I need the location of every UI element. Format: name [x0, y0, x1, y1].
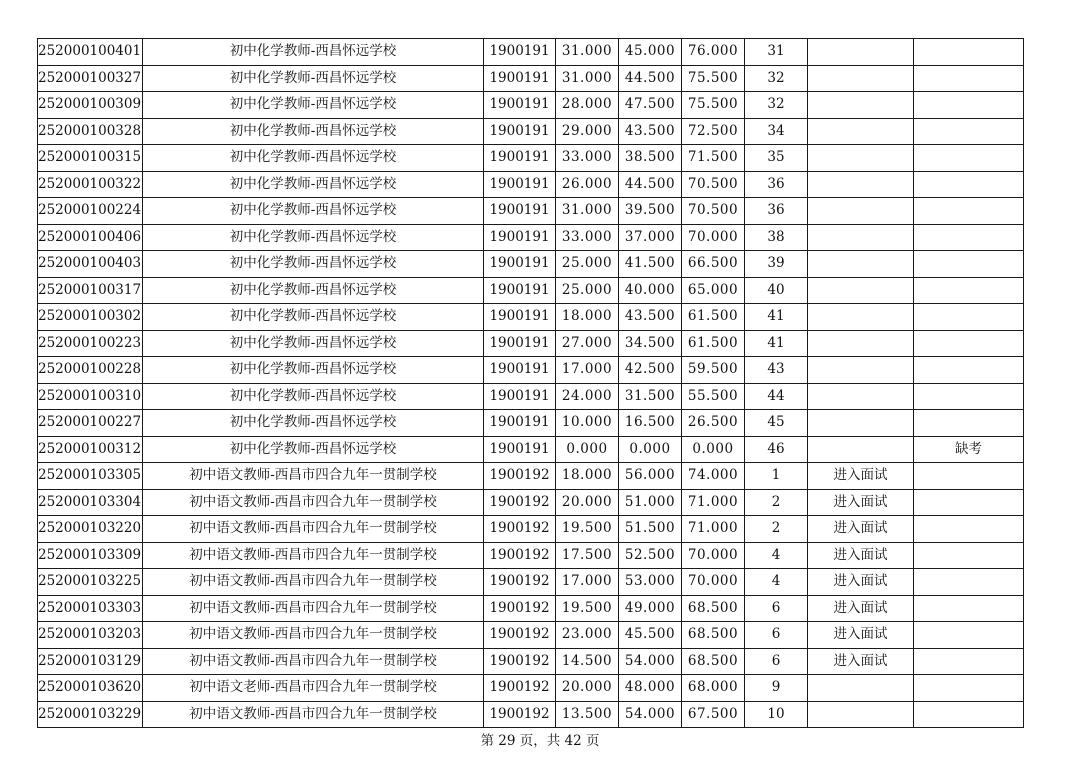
table-row — [38, 224, 1024, 251]
position-code-cell: 1900192 — [484, 569, 556, 596]
total-score-cell: 76.000 — [682, 39, 745, 66]
interview-status-cell — [808, 410, 914, 437]
total-score-cell: 68.500 — [682, 648, 745, 675]
exam-id-cell: 252000100312 — [38, 436, 143, 463]
remark-cell — [914, 489, 1024, 516]
page-number: 第 29 页，共 42 页 — [480, 733, 600, 749]
total-score-cell: 70.000 — [682, 569, 745, 596]
interview-status-cell — [808, 675, 914, 702]
rank-cell: 46 — [745, 436, 808, 463]
position-code-cell: 1900191 — [484, 304, 556, 331]
exam-id-cell: 252000103620 — [38, 675, 143, 702]
position-cell: 初中语文教师-西昌市四合九年一贯制学校 — [143, 542, 484, 569]
score-2-cell: 31.500 — [619, 383, 682, 410]
position-cell: 初中化学教师-西昌怀远学校 — [143, 118, 484, 145]
score-2-cell: 47.500 — [619, 92, 682, 119]
score-1-cell: 20.000 — [556, 675, 619, 702]
score-2-cell: 34.500 — [619, 330, 682, 357]
position-code-cell: 1900192 — [484, 595, 556, 622]
rank-cell: 32 — [745, 65, 808, 92]
table-row — [38, 489, 1024, 516]
results-table — [37, 38, 1024, 728]
total-score-cell: 61.500 — [682, 304, 745, 331]
table-row — [38, 675, 1024, 702]
position-code-cell: 1900191 — [484, 39, 556, 66]
total-score-cell: 70.000 — [682, 542, 745, 569]
table-row — [38, 357, 1024, 384]
position-code-cell: 1900191 — [484, 118, 556, 145]
score-2-cell: 44.500 — [619, 65, 682, 92]
score-2-cell: 45.000 — [619, 39, 682, 66]
exam-id-cell: 252000103304 — [38, 489, 143, 516]
table-row — [38, 198, 1024, 225]
score-2-cell: 48.000 — [619, 675, 682, 702]
exam-id-cell: 252000103303 — [38, 595, 143, 622]
score-2-cell: 38.500 — [619, 145, 682, 172]
remark-cell — [914, 251, 1024, 278]
score-1-cell: 28.000 — [556, 92, 619, 119]
position-code-cell: 1900192 — [484, 648, 556, 675]
score-1-cell: 33.000 — [556, 224, 619, 251]
position-cell: 初中化学教师-西昌怀远学校 — [143, 277, 484, 304]
remark-cell — [914, 39, 1024, 66]
rank-cell: 32 — [745, 92, 808, 119]
position-cell: 初中化学教师-西昌怀远学校 — [143, 330, 484, 357]
score-1-cell: 13.500 — [556, 701, 619, 728]
total-score-cell: 26.500 — [682, 410, 745, 437]
score-2-cell: 37.000 — [619, 224, 682, 251]
exam-id-cell: 252000103203 — [38, 622, 143, 649]
score-2-cell: 16.500 — [619, 410, 682, 437]
table-row — [38, 383, 1024, 410]
interview-status-cell — [808, 224, 914, 251]
score-1-cell: 17.000 — [556, 357, 619, 384]
total-score-cell: 70.500 — [682, 198, 745, 225]
total-score-cell: 68.500 — [682, 622, 745, 649]
interview-status-cell — [808, 118, 914, 145]
score-1-cell: 31.000 — [556, 65, 619, 92]
position-code-cell: 1900191 — [484, 92, 556, 119]
position-code-cell: 1900192 — [484, 463, 556, 490]
rank-cell: 34 — [745, 118, 808, 145]
exam-id-cell: 252000100317 — [38, 277, 143, 304]
exam-id-cell: 252000103225 — [38, 569, 143, 596]
position-cell: 初中语文教师-西昌市四合九年一贯制学校 — [143, 489, 484, 516]
position-cell: 初中语文教师-西昌市四合九年一贯制学校 — [143, 701, 484, 728]
total-score-cell: 75.500 — [682, 65, 745, 92]
interview-status-cell — [808, 251, 914, 278]
position-cell: 初中化学教师-西昌怀远学校 — [143, 65, 484, 92]
position-code-cell: 1900191 — [484, 410, 556, 437]
remark-cell — [914, 224, 1024, 251]
score-1-cell: 17.500 — [556, 542, 619, 569]
exam-id-cell: 252000103229 — [38, 701, 143, 728]
total-score-cell: 68.000 — [682, 675, 745, 702]
remark-cell — [914, 675, 1024, 702]
interview-status-cell: 进入面试 — [808, 595, 914, 622]
interview-status-cell: 进入面试 — [808, 542, 914, 569]
total-score-cell: 66.500 — [682, 251, 745, 278]
exam-id-cell: 252000100302 — [38, 304, 143, 331]
rank-cell: 2 — [745, 489, 808, 516]
remark-cell — [914, 357, 1024, 384]
interview-status-cell — [808, 39, 914, 66]
interview-status-cell: 进入面试 — [808, 489, 914, 516]
interview-status-cell — [808, 330, 914, 357]
remark-cell — [914, 92, 1024, 119]
remark-cell — [914, 542, 1024, 569]
table-row — [38, 277, 1024, 304]
score-1-cell: 33.000 — [556, 145, 619, 172]
position-cell: 初中化学教师-西昌怀远学校 — [143, 145, 484, 172]
rank-cell: 2 — [745, 516, 808, 543]
score-2-cell: 39.500 — [619, 198, 682, 225]
position-code-cell: 1900192 — [484, 489, 556, 516]
score-1-cell: 27.000 — [556, 330, 619, 357]
total-score-cell: 68.500 — [682, 595, 745, 622]
score-1-cell: 19.500 — [556, 595, 619, 622]
interview-status-cell — [808, 145, 914, 172]
rank-cell: 10 — [745, 701, 808, 728]
remark-cell — [914, 463, 1024, 490]
exam-id-cell: 252000100227 — [38, 410, 143, 437]
position-cell: 初中化学教师-西昌怀远学校 — [143, 383, 484, 410]
table-row — [38, 145, 1024, 172]
remark-cell — [914, 383, 1024, 410]
exam-id-cell: 252000100401 — [38, 39, 143, 66]
rank-cell: 40 — [745, 277, 808, 304]
interview-status-cell — [808, 171, 914, 198]
position-code-cell: 1900191 — [484, 65, 556, 92]
exam-id-cell: 252000100310 — [38, 383, 143, 410]
score-1-cell: 23.000 — [556, 622, 619, 649]
position-cell: 初中语文教师-西昌市四合九年一贯制学校 — [143, 595, 484, 622]
total-score-cell: 72.500 — [682, 118, 745, 145]
position-code-cell: 1900191 — [484, 145, 556, 172]
total-score-cell: 70.000 — [682, 224, 745, 251]
score-2-cell: 41.500 — [619, 251, 682, 278]
rank-cell: 36 — [745, 198, 808, 225]
position-code-cell: 1900192 — [484, 516, 556, 543]
table-row — [38, 330, 1024, 357]
interview-status-cell — [808, 436, 914, 463]
remark-cell — [914, 65, 1024, 92]
score-2-cell: 54.000 — [619, 701, 682, 728]
position-code-cell: 1900191 — [484, 224, 556, 251]
rank-cell: 44 — [745, 383, 808, 410]
rank-cell: 41 — [745, 330, 808, 357]
total-score-cell: 61.500 — [682, 330, 745, 357]
total-score-cell: 65.000 — [682, 277, 745, 304]
exam-id-cell: 252000100223 — [38, 330, 143, 357]
score-1-cell: 19.500 — [556, 516, 619, 543]
table-row — [38, 171, 1024, 198]
table-row — [38, 463, 1024, 490]
interview-status-cell — [808, 198, 914, 225]
score-1-cell: 10.000 — [556, 410, 619, 437]
remark-cell — [914, 595, 1024, 622]
score-2-cell: 54.000 — [619, 648, 682, 675]
total-score-cell: 55.500 — [682, 383, 745, 410]
score-1-cell: 25.000 — [556, 251, 619, 278]
position-code-cell: 1900192 — [484, 542, 556, 569]
interview-status-cell — [808, 383, 914, 410]
position-code-cell: 1900191 — [484, 251, 556, 278]
interview-status-cell — [808, 357, 914, 384]
position-cell: 初中化学教师-西昌怀远学校 — [143, 171, 484, 198]
total-score-cell: 67.500 — [682, 701, 745, 728]
score-2-cell: 45.500 — [619, 622, 682, 649]
table-row — [38, 410, 1024, 437]
position-code-cell: 1900191 — [484, 436, 556, 463]
rank-cell: 41 — [745, 304, 808, 331]
exam-id-cell: 252000103305 — [38, 463, 143, 490]
score-1-cell: 24.000 — [556, 383, 619, 410]
table-row — [38, 436, 1024, 463]
remark-cell: 缺考 — [914, 436, 1024, 463]
table-row — [38, 65, 1024, 92]
remark-cell — [914, 701, 1024, 728]
exam-id-cell: 252000100228 — [38, 357, 143, 384]
interview-status-cell — [808, 701, 914, 728]
rank-cell: 4 — [745, 569, 808, 596]
total-score-cell: 71.000 — [682, 489, 745, 516]
rank-cell: 45 — [745, 410, 808, 437]
score-2-cell: 52.500 — [619, 542, 682, 569]
exam-id-cell: 252000100403 — [38, 251, 143, 278]
table-row — [38, 648, 1024, 675]
rank-cell: 1 — [745, 463, 808, 490]
total-score-cell: 71.000 — [682, 516, 745, 543]
remark-cell — [914, 198, 1024, 225]
position-cell: 初中语文教师-西昌市四合九年一贯制学校 — [143, 516, 484, 543]
score-1-cell: 17.000 — [556, 569, 619, 596]
score-1-cell: 0.000 — [556, 436, 619, 463]
position-cell: 初中化学教师-西昌怀远学校 — [143, 92, 484, 119]
table-row — [38, 542, 1024, 569]
remark-cell — [914, 171, 1024, 198]
rank-cell: 38 — [745, 224, 808, 251]
exam-id-cell: 252000100315 — [38, 145, 143, 172]
score-1-cell: 20.000 — [556, 489, 619, 516]
position-code-cell: 1900191 — [484, 171, 556, 198]
position-cell: 初中化学教师-西昌怀远学校 — [143, 436, 484, 463]
interview-status-cell: 进入面试 — [808, 648, 914, 675]
score-2-cell: 0.000 — [619, 436, 682, 463]
total-score-cell: 0.000 — [682, 436, 745, 463]
score-1-cell: 29.000 — [556, 118, 619, 145]
table-row — [38, 251, 1024, 278]
table-row — [38, 516, 1024, 543]
remark-cell — [914, 648, 1024, 675]
interview-status-cell — [808, 65, 914, 92]
interview-status-cell: 进入面试 — [808, 569, 914, 596]
table-row — [38, 569, 1024, 596]
rank-cell: 31 — [745, 39, 808, 66]
score-1-cell: 31.000 — [556, 39, 619, 66]
table-body — [38, 39, 1024, 728]
table-row — [38, 595, 1024, 622]
remark-cell — [914, 622, 1024, 649]
table-row — [38, 701, 1024, 728]
remark-cell — [914, 277, 1024, 304]
total-score-cell: 71.500 — [682, 145, 745, 172]
score-1-cell: 18.000 — [556, 304, 619, 331]
position-code-cell: 1900191 — [484, 383, 556, 410]
rank-cell: 9 — [745, 675, 808, 702]
score-2-cell: 51.000 — [619, 489, 682, 516]
position-cell: 初中化学教师-西昌怀远学校 — [143, 304, 484, 331]
position-cell: 初中语文教师-西昌市四合九年一贯制学校 — [143, 463, 484, 490]
total-score-cell: 75.500 — [682, 92, 745, 119]
table-row — [38, 118, 1024, 145]
score-1-cell: 26.000 — [556, 171, 619, 198]
exam-id-cell: 252000100406 — [38, 224, 143, 251]
position-cell: 初中语文教师-西昌市四合九年一贯制学校 — [143, 622, 484, 649]
position-cell: 初中化学教师-西昌怀远学校 — [143, 39, 484, 66]
exam-id-cell: 252000100327 — [38, 65, 143, 92]
rank-cell: 6 — [745, 595, 808, 622]
score-2-cell: 40.000 — [619, 277, 682, 304]
score-2-cell: 49.000 — [619, 595, 682, 622]
position-code-cell: 1900192 — [484, 675, 556, 702]
remark-cell — [914, 118, 1024, 145]
score-1-cell: 14.500 — [556, 648, 619, 675]
position-cell: 初中化学教师-西昌怀远学校 — [143, 224, 484, 251]
interview-status-cell: 进入面试 — [808, 622, 914, 649]
rank-cell: 4 — [745, 542, 808, 569]
rank-cell: 36 — [745, 171, 808, 198]
interview-status-cell — [808, 92, 914, 119]
position-cell: 初中语文教师-西昌市四合九年一贯制学校 — [143, 648, 484, 675]
score-2-cell: 42.500 — [619, 357, 682, 384]
exam-id-cell: 252000103309 — [38, 542, 143, 569]
position-code-cell: 1900191 — [484, 357, 556, 384]
score-2-cell: 51.500 — [619, 516, 682, 543]
position-cell: 初中语文老师-西昌市四合九年一贯制学校 — [143, 675, 484, 702]
score-1-cell: 31.000 — [556, 198, 619, 225]
position-cell: 初中语文教师-西昌市四合九年一贯制学校 — [143, 569, 484, 596]
score-1-cell: 25.000 — [556, 277, 619, 304]
exam-id-cell: 252000103220 — [38, 516, 143, 543]
interview-status-cell — [808, 304, 914, 331]
remark-cell — [914, 145, 1024, 172]
position-code-cell: 1900192 — [484, 701, 556, 728]
remark-cell — [914, 516, 1024, 543]
score-1-cell: 18.000 — [556, 463, 619, 490]
score-2-cell: 43.500 — [619, 304, 682, 331]
table-row — [38, 39, 1024, 66]
rank-cell: 39 — [745, 251, 808, 278]
position-code-cell: 1900191 — [484, 198, 556, 225]
position-code-cell: 1900191 — [484, 330, 556, 357]
interview-status-cell — [808, 277, 914, 304]
position-code-cell: 1900192 — [484, 622, 556, 649]
total-score-cell: 74.000 — [682, 463, 745, 490]
exam-id-cell: 252000100328 — [38, 118, 143, 145]
exam-id-cell: 252000100322 — [38, 171, 143, 198]
exam-id-cell: 252000100309 — [38, 92, 143, 119]
score-2-cell: 56.000 — [619, 463, 682, 490]
total-score-cell: 70.500 — [682, 171, 745, 198]
table-row — [38, 304, 1024, 331]
total-score-cell: 59.500 — [682, 357, 745, 384]
exam-id-cell: 252000100224 — [38, 198, 143, 225]
position-cell: 初中化学教师-西昌怀远学校 — [143, 198, 484, 225]
remark-cell — [914, 304, 1024, 331]
remark-cell — [914, 410, 1024, 437]
exam-id-cell: 252000103129 — [38, 648, 143, 675]
position-cell: 初中化学教师-西昌怀远学校 — [143, 251, 484, 278]
score-2-cell: 43.500 — [619, 118, 682, 145]
remark-cell — [914, 569, 1024, 596]
rank-cell: 43 — [745, 357, 808, 384]
position-code-cell: 1900191 — [484, 277, 556, 304]
remark-cell — [914, 330, 1024, 357]
score-2-cell: 44.500 — [619, 171, 682, 198]
score-2-cell: 53.000 — [619, 569, 682, 596]
table-row — [38, 622, 1024, 649]
rank-cell: 6 — [745, 622, 808, 649]
position-cell: 初中化学教师-西昌怀远学校 — [143, 357, 484, 384]
interview-status-cell: 进入面试 — [808, 516, 914, 543]
interview-status-cell: 进入面试 — [808, 463, 914, 490]
position-cell: 初中化学教师-西昌怀远学校 — [143, 410, 484, 437]
rank-cell: 35 — [745, 145, 808, 172]
table-row — [38, 92, 1024, 119]
rank-cell: 6 — [745, 648, 808, 675]
